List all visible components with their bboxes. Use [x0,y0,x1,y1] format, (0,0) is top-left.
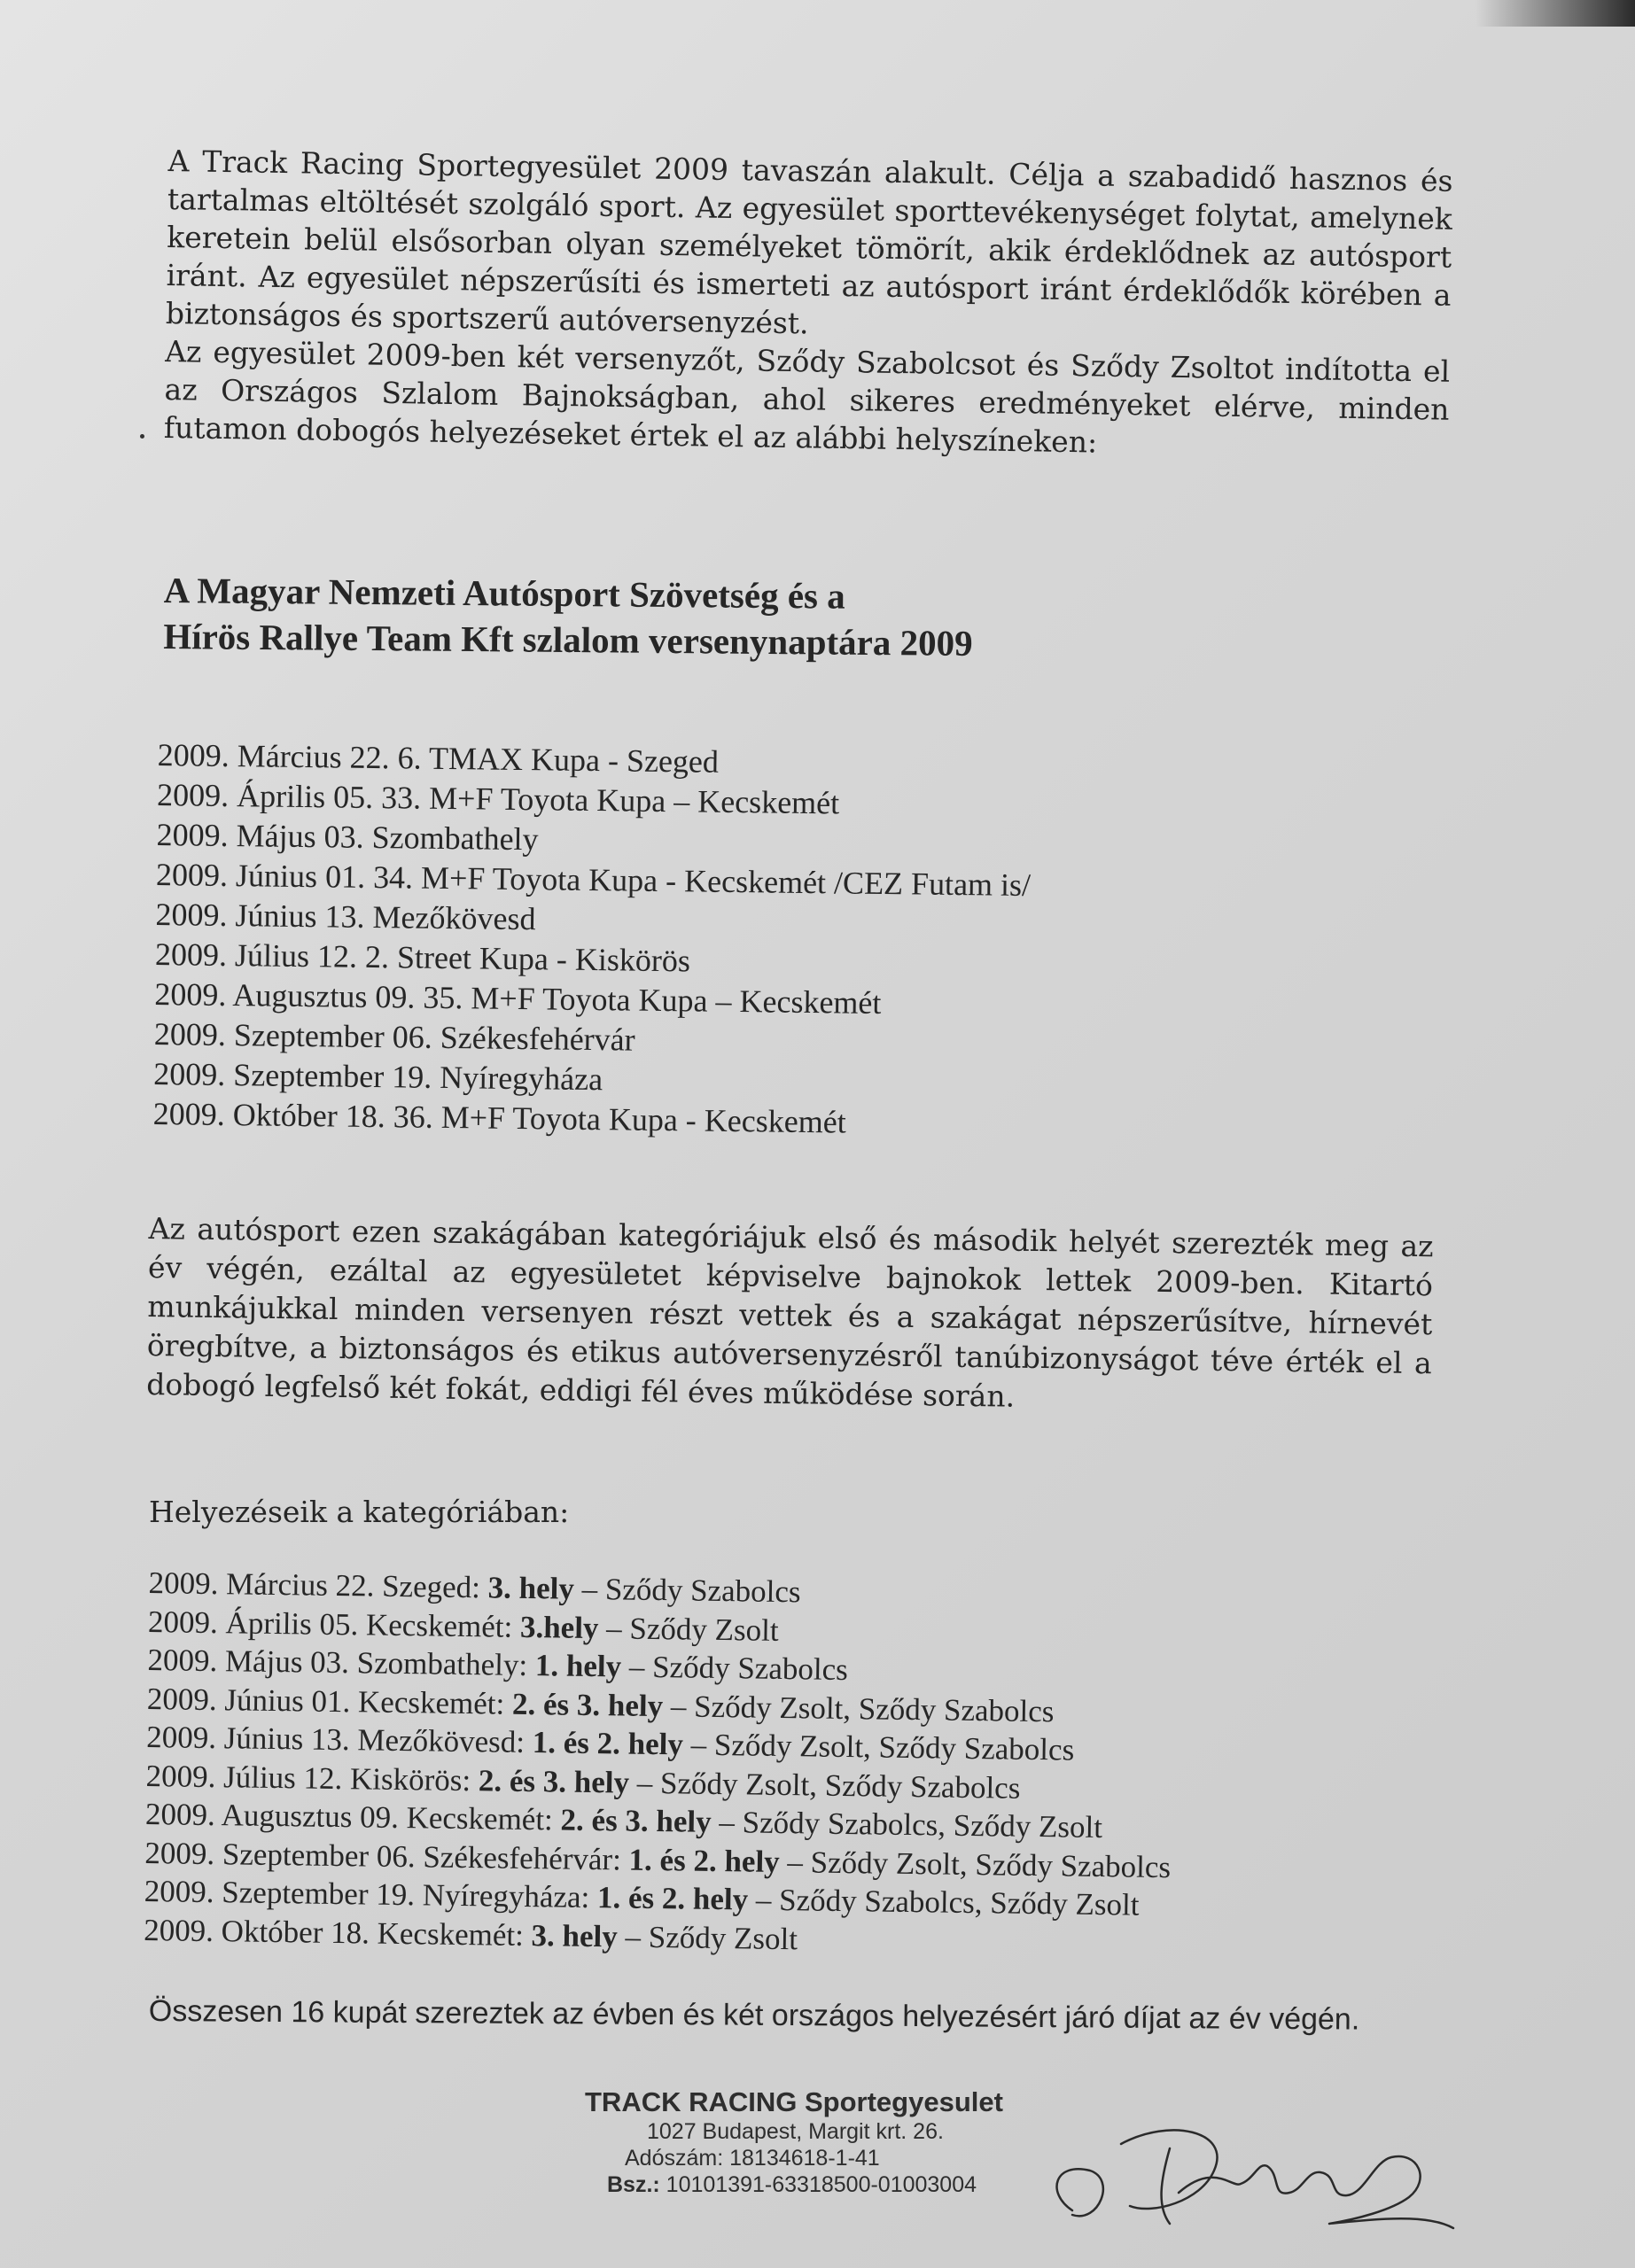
result-drivers: – Sződy Zsolt, Sződy Szabolcs [682,1727,1075,1767]
result-drivers: – Sződy Szabolcs, Sződy Zsolt [711,1804,1103,1845]
stamp-bank-number: 10101391-63318500-01003004 [659,2172,977,2197]
race-schedule-list [153,735,1033,1145]
result-place: 3.hely [519,1609,599,1645]
result-event: 2009. Május 03. Szombathely: [147,1642,536,1683]
result-place: 2. és 3. hely [478,1762,630,1800]
stamp-address: 1027 Budapest, Margit krt. 26. [647,2119,944,2144]
totals-statement: Összesen 16 kupát szereztek az évben és két országos helyezésért járó díjat az év végén. [148,1994,1360,2037]
result-event: 2009. Szeptember 19. Nyíregyháza: [144,1873,598,1915]
schedule-item: 2009. Augusztus 09. 35. M+F Toyota Kupa – Kecskemét [154,975,882,1021]
stamp-tax-number: Adószám: 18134618-1-41 [625,2146,880,2171]
result-drivers: – Sződy Szabolcs [573,1571,801,1610]
result-drivers: – Sződy Zsolt, Sződy Szabolcs [662,1688,1055,1728]
result-place: 2. és 3. hely [560,1802,712,1839]
results-list [144,1564,1175,1963]
handwritten-signature [1037,2109,1462,2241]
result-event: 2009. Június 01. Kecskemét: [146,1681,513,1721]
stamp-bank-label: Bsz.: [607,2172,660,2197]
speck-mark [140,434,144,439]
intro-section [164,142,1453,467]
result-event: 2009. Június 13. Mezőkövesd: [145,1719,533,1760]
result-place: 1. hely [534,1648,622,1684]
calendar-title-line-1: A Magyar Nemzeti Autósport Szövetség és a [163,569,845,617]
scan-corner-shadow [1475,0,1635,27]
result-drivers: – Sződy Zsolt, Sződy Szabolcs [628,1765,1021,1806]
schedule-item: 2009. Május 03. Szombathely [156,816,539,858]
organization-stamp [585,2086,1046,2198]
schedule-item: 2009. Október 18. 36. M+F Toyota Kupa - Kecskemét [152,1095,846,1140]
result-event: 2009. Július 12. Kiskörös: [145,1758,479,1798]
calendar-title [163,567,973,666]
stamp-org-name: TRACK RACING Sportegyesulet [585,2086,1003,2117]
result-place: 3. hely [487,1570,575,1606]
intro-paragraph-2: Az egyesület 2009-ben két versenyzőt, Sződy Szabolcsot és Sződy Zsoltot indította el az Országos Szlalom Bajnokságban, ahol sikeres eredményeket elérve, minden futamon dobogós helyezéseket értek el az alábbi helyszíneken: [163,333,1451,460]
result-place: 1. és 2. hely [628,1842,780,1879]
schedule-item: 2009. Április 05. 33. M+F Toyota Kupa – Kecskemét [156,776,840,821]
result-drivers: – Sződy Zsolt [598,1610,779,1648]
summary-section [146,1209,1434,1422]
result-event: 2009. Április 05. Kecskemét: [147,1604,521,1644]
schedule-item: 2009. Szeptember 06. Székesfehérvár [153,1015,635,1058]
schedule-item: 2009. Március 22. 6. TMAX Kupa - Szeged [157,736,720,780]
result-event: 2009. Október 18. Kecskemét: [143,1912,532,1953]
schedule-item: 2009. Július 12. 2. Street Kupa - Kiskörös [154,936,691,979]
schedule-item: 2009. Június 13. Mezőkövesd [155,896,536,937]
result-drivers: – Sződy Zsolt, Sződy Szabolcs [779,1844,1172,1884]
result-event: 2009. Március 22. Szeged: [148,1565,488,1605]
summary-paragraph: Az autósport ezen szakágában kategóriájuk első és második helyét szerezték meg az év végén, ezáltal az egyesületet képviselve bajnokok lettek 2009-ben. Kitartó munkájukkal minden versenyen részt vettek és a szakágat népszerűsítve, hírnevét öregbítve, a biztonságos és etikus autóversenyzésről tanúbizonyságot téve érték el a dobogó legfelső két fokát, eddigi fél éves működése során. [145,1210,1434,1414]
results-heading: Helyezéseik a kategóriában: [149,1495,570,1529]
result-event: 2009. Szeptember 06. Székesfehérvár: [144,1835,629,1877]
result-drivers: – Sződy Zsolt [617,1918,798,1956]
calendar-title-line-2: Hírös Rallye Team Kft szlalom versenynaptára 2009 [163,615,973,664]
result-place: 3. hely [531,1917,619,1953]
result-drivers: – Sződy Szabolcs [620,1649,849,1688]
schedule-item: 2009. Szeptember 19. Nyíregyháza [153,1055,603,1098]
intro-paragraph-1: A Track Racing Sportegyesület 2009 tavaszán alakult. Célja a szabadidő hasznos és tartalmas eltöltését szolgáló sport. Az egyesület sporttevékenységet folytat, amelynek keretein belül elsősorban olyan személyeket tömörít, akik érdeklődnek az autósport iránt. Az egyesület népszerűsíti és ismerteti az autósport iránt érdeklődők körében a biztonságos és sportszerű autóversenyzést. [165,143,1453,341]
result-place: 1. és 2. hely [532,1725,684,1762]
result-place: 2. és 3. hely [511,1686,664,1723]
result-place: 1. és 2. hely [596,1880,749,1917]
result-drivers: – Sződy Szabolcs, Sződy Zsolt [747,1882,1140,1922]
result-event: 2009. Augusztus 09. Kecskemét: [144,1796,561,1837]
schedule-item: 2009. Június 01. 34. M+F Toyota Kupa - Kecskemét /CEZ Futam is/ [155,856,1032,904]
stamp-bank-account [585,2171,1046,2198]
